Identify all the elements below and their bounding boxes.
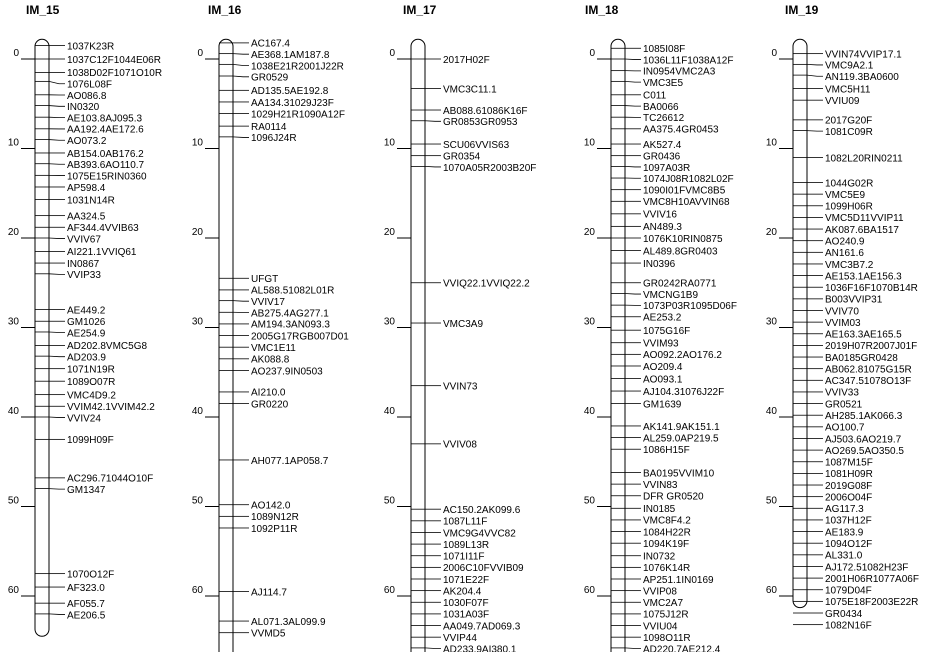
scale-tick-label: 0 xyxy=(13,48,19,59)
scale-tick-label: 30 xyxy=(765,316,777,328)
marker-label: AA134.31029J23F xyxy=(251,97,334,109)
scale-tick-label: 40 xyxy=(383,406,395,417)
marker-label: 1031A03F xyxy=(443,609,490,621)
marker-connector xyxy=(49,489,65,490)
marker-label: 1089N12R xyxy=(251,512,299,524)
marker-label: AJ114.7 xyxy=(251,587,287,599)
marker-connector xyxy=(49,238,65,239)
marker-connector xyxy=(233,76,249,77)
marker-label: 1075J12R xyxy=(643,609,689,621)
marker-label: 2006O04F xyxy=(825,492,873,504)
marker-label: AI221.1VVIQ61 xyxy=(67,247,137,259)
marker-label: GR0434 xyxy=(825,608,863,620)
scale-tick-label: 30 xyxy=(7,316,19,328)
marker-label: AE253.2 xyxy=(643,312,682,324)
marker-label: C011 xyxy=(643,90,667,102)
marker-label: GR0853GR0953 xyxy=(443,117,518,129)
marker-label: 1037H12F xyxy=(825,515,872,527)
chromosome-bar xyxy=(219,39,233,652)
scale-tick-label: 20 xyxy=(191,227,203,238)
marker-label: VVIV16 xyxy=(643,209,677,221)
marker-connector xyxy=(625,59,641,60)
marker-label: AA375.4GR0453 xyxy=(643,124,719,136)
marker-label: VMC3B7.2 xyxy=(825,259,874,271)
linkage-group-title: IM_16 xyxy=(208,3,242,17)
marker-label: VVIP44 xyxy=(443,632,477,644)
marker-label: 1081C09R xyxy=(825,126,873,138)
marker-label: RA0114 xyxy=(251,121,287,133)
marker-label: VVIQ22.1VVIQ22.2 xyxy=(443,278,530,290)
marker-connector xyxy=(49,140,65,141)
marker-label: AJ104.31076J22F xyxy=(643,386,725,398)
marker-label: 1075G16F xyxy=(643,325,691,337)
scale-tick-label: 0 xyxy=(197,48,203,59)
marker-label: AI210.0 xyxy=(251,387,286,399)
marker-connector xyxy=(625,293,641,294)
marker-connector xyxy=(233,64,249,65)
marker-label: AC347.51078O13F xyxy=(825,376,912,388)
marker-label: VMC9A2.1 xyxy=(825,60,874,72)
scale-tick-label: 60 xyxy=(383,585,395,596)
marker-label: 1087M15F xyxy=(825,457,873,469)
marker-label: AD202.8VMC5G8 xyxy=(67,341,148,353)
marker-label: IN0396 xyxy=(643,258,676,270)
marker-label: 1074J08R1082L02F xyxy=(643,174,734,186)
scale-tick-label: 40 xyxy=(191,406,203,417)
marker-label: AH285.1AK066.3 xyxy=(825,411,903,423)
marker-label: GR0354 xyxy=(443,151,481,163)
marker-label: 1044G02R xyxy=(825,178,874,190)
marker-connector xyxy=(49,164,65,165)
marker-label: AJ503.6AO219.7 xyxy=(825,434,902,446)
marker-label: AC167.4 xyxy=(251,38,290,50)
marker-label: AK088.8 xyxy=(251,354,290,366)
marker-label: GM1347 xyxy=(67,484,106,496)
marker-label: 1037K23R xyxy=(67,41,115,53)
chromosome-bar xyxy=(611,39,625,652)
marker-label: AE368.1AM187.8 xyxy=(251,49,330,61)
scale-tick-label: 10 xyxy=(383,137,395,149)
marker-label: VVIV33 xyxy=(825,387,859,399)
marker-label: 1029H21R1090A12F xyxy=(251,109,345,121)
marker-label: GR0436 xyxy=(643,151,681,163)
scale-tick-label: 40 xyxy=(7,406,19,417)
scale-tick-label: 20 xyxy=(765,227,777,238)
marker-label: VVIN83 xyxy=(643,479,678,491)
scale-tick-label: 0 xyxy=(589,48,595,59)
marker-label: GR0242RA0771 xyxy=(643,278,717,290)
marker-label: 1071N19R xyxy=(67,364,115,376)
marker-label: VVIU04 xyxy=(643,621,678,633)
marker-label: VMC5H11 xyxy=(825,84,871,96)
marker-label: AB062.81075G15R xyxy=(825,364,912,376)
marker-connector xyxy=(49,417,65,418)
marker-label: 1075E15RIN0360 xyxy=(67,171,147,183)
marker-label: 1038D02F1071O10R xyxy=(67,68,163,80)
marker-label: 2019H07R2007J01F xyxy=(825,341,918,353)
marker-label: AF323.0 xyxy=(67,582,105,594)
marker-label: 1097A03R xyxy=(643,162,691,174)
marker-label: AB154.0AB176.2 xyxy=(67,148,144,160)
marker-label: VMC3C11.1 xyxy=(443,84,497,96)
marker-connector xyxy=(807,64,823,65)
marker-label: 1087L11F xyxy=(443,516,488,528)
marker-label: AE449.2 xyxy=(67,305,106,317)
marker-label: 1099H06R xyxy=(825,201,873,213)
marker-label: 1031N14R xyxy=(67,195,115,207)
marker-label: VVIP08 xyxy=(643,586,677,598)
marker-label: 1075E18F2003E22R xyxy=(825,597,919,609)
marker-connector xyxy=(49,614,65,615)
scale-tick-label: 50 xyxy=(583,495,595,507)
marker-label: AE153.1AE156.3 xyxy=(825,271,902,283)
marker-label: 1089L13R xyxy=(443,539,490,551)
marker-label: AK087.6BA1517 xyxy=(825,224,899,236)
scale-tick-label: 10 xyxy=(7,137,19,149)
marker-label: AA192.4AE172.6 xyxy=(67,124,144,136)
marker-label: 1030F07F xyxy=(443,598,489,610)
marker-label: AJ172.51082H23F xyxy=(825,562,909,574)
marker-label: AA324.5 xyxy=(67,211,106,223)
marker-label: BA0185GR0428 xyxy=(825,352,898,364)
marker-label: AO142.0 xyxy=(251,500,291,512)
marker-label: 1096J24R xyxy=(251,133,297,145)
scale-tick-label: 40 xyxy=(583,406,595,417)
marker-label: AK141.9AK151.1 xyxy=(643,421,720,433)
marker-label: 1092P11R xyxy=(251,523,298,535)
marker-connector xyxy=(233,301,249,302)
marker-label: VVIV08 xyxy=(443,439,477,451)
marker-connector xyxy=(807,75,823,76)
marker-connector xyxy=(625,648,641,649)
marker-label: 1085I08F xyxy=(643,44,686,56)
marker-label: 1086H15F xyxy=(643,445,690,457)
marker-label: AD233.9AI380.1 xyxy=(443,644,517,652)
marker-label: AD135.5AE192.8 xyxy=(251,86,329,98)
marker-label: VVIV70 xyxy=(825,306,859,318)
marker-label: AM194.3AN093.3 xyxy=(251,319,330,331)
marker-label: VVIN74VVIP17.1 xyxy=(825,49,902,61)
marker-label: AL071.3AL099.9 xyxy=(251,616,326,628)
scale-tick-label: 30 xyxy=(191,316,203,328)
marker-label: VVIU09 xyxy=(825,95,860,107)
marker-label: SCU06VVIS63 xyxy=(443,139,510,151)
marker-label: GR0220 xyxy=(251,399,289,411)
marker-label: IN0867 xyxy=(67,258,100,270)
marker-connector xyxy=(425,166,441,167)
marker-label: AB393.6AO110.7 xyxy=(67,160,145,172)
marker-label: AO209.4 xyxy=(643,361,683,373)
scale-tick-label: 20 xyxy=(7,227,19,238)
marker-label: 1082N16F xyxy=(825,620,872,632)
marker-label: 2001H06R1077A06F xyxy=(825,573,919,585)
marker-label: VMC5E9 xyxy=(825,189,866,201)
marker-label: AE163.3AE165.5 xyxy=(825,329,902,341)
scale-tick-label: 30 xyxy=(583,316,595,328)
marker-label: 1082L20RIN0211 xyxy=(825,153,903,165)
chromosome-bar xyxy=(411,39,425,652)
marker-label: B003VVIP31 xyxy=(825,294,883,306)
scale-tick-label: 20 xyxy=(383,227,395,238)
marker-label: 1038E21R2001J22R xyxy=(251,61,344,73)
marker-label: GR0521 xyxy=(825,399,863,411)
marker-label: AK204.4 xyxy=(443,586,482,598)
marker-label: AG117.3 xyxy=(825,504,864,516)
marker-label: AL489.8GR0403 xyxy=(643,246,718,258)
marker-label: VMC3E5 xyxy=(643,77,684,89)
marker-label: AO086.8 xyxy=(67,90,107,102)
marker-label: 1076K10RIN0875 xyxy=(643,233,723,245)
scale-tick-label: 50 xyxy=(191,495,203,507)
linkage-group-title: IM_18 xyxy=(585,3,619,17)
linkage-group-title: IM_19 xyxy=(785,3,819,17)
marker-label: VMC5D11VVIP11 xyxy=(825,213,904,225)
marker-label: AE254.9 xyxy=(67,328,106,340)
marker-connector xyxy=(49,274,65,275)
scale-tick-label: 50 xyxy=(765,495,777,507)
marker-label: AP598.4 xyxy=(67,182,106,194)
marker-label: IN0320 xyxy=(67,102,100,114)
marker-label: 2006C10FVVIB09 xyxy=(443,563,524,575)
marker-label: VMC8H10AVVIN68 xyxy=(643,197,730,209)
marker-label: AC150.2AK099.6 xyxy=(443,504,521,516)
marker-label: AO092.2AO176.2 xyxy=(643,350,722,362)
marker-label: AL331.0 xyxy=(825,550,863,562)
marker-connector xyxy=(625,81,641,82)
scale-tick-label: 60 xyxy=(191,585,203,596)
marker-label: AD220.7AE212.4 xyxy=(643,644,721,652)
marker-label: AO093.1 xyxy=(643,374,683,386)
scale-tick-label: 50 xyxy=(383,495,395,507)
marker-label: 1076L08F xyxy=(67,79,113,91)
marker-label: UFGT xyxy=(251,274,279,286)
marker-label: AN161.6 xyxy=(825,248,864,260)
marker-label: VVIV24 xyxy=(67,413,101,425)
scale-tick-label: 10 xyxy=(191,137,203,149)
marker-label: AF344.4VVIB63 xyxy=(67,223,139,235)
chromosome-bar xyxy=(793,39,807,607)
marker-label: AE206.5 xyxy=(67,610,106,622)
scale-tick-label: 0 xyxy=(389,48,395,59)
scale-tick-label: 10 xyxy=(765,137,777,149)
marker-connector xyxy=(807,131,823,132)
marker-label: AF055.7 xyxy=(67,598,105,610)
marker-label: 1094O12F xyxy=(825,538,873,550)
marker-connector xyxy=(625,106,641,107)
marker-label: VMCNG1B9 xyxy=(643,289,699,301)
marker-label: 1084H22R xyxy=(643,527,691,539)
marker-label: 1071I11F xyxy=(443,551,485,563)
marker-label: AB275.4AG277.1 xyxy=(251,308,329,320)
marker-label: AO073.2 xyxy=(67,136,107,148)
scale-tick-label: 30 xyxy=(383,316,395,328)
marker-connector xyxy=(49,332,65,333)
marker-connector xyxy=(233,54,249,55)
scale-tick-label: 50 xyxy=(7,495,19,507)
marker-label: 1071E22F xyxy=(443,574,490,586)
linkage-group-title: IM_17 xyxy=(403,3,437,17)
marker-label: AN119.3BA0600 xyxy=(825,72,899,84)
marker-label: 1036F16F1070B14R xyxy=(825,283,918,295)
marker-label: 1094K19F xyxy=(643,538,690,550)
marker-connector xyxy=(49,106,65,107)
marker-label: VVMD5 xyxy=(251,628,286,640)
marker-connector xyxy=(49,81,65,83)
marker-label: AL588.51082L01R xyxy=(251,285,335,297)
marker-label: TC26612 xyxy=(643,113,685,125)
marker-label: AE103.8AJ095.3 xyxy=(67,113,143,125)
marker-label: AH077.1AP058.7 xyxy=(251,455,329,467)
marker-label: GM1639 xyxy=(643,399,682,411)
marker-label: 1081H09R xyxy=(825,469,873,481)
marker-label: AC296.71044O10F xyxy=(67,473,154,485)
marker-label: 1073P03R1095D06F xyxy=(643,301,737,313)
marker-label: VMC4D9.2 xyxy=(67,390,116,402)
marker-connector xyxy=(425,648,441,649)
marker-label: 1070A05R2003B20F xyxy=(443,162,537,174)
marker-label: AO240.9 xyxy=(825,236,865,248)
marker-label: IN0954VMC2A3 xyxy=(643,66,716,78)
marker-label: AO269.5AO350.5 xyxy=(825,445,904,457)
marker-label: AA049.7AD069.3 xyxy=(443,621,521,633)
marker-label: 1079D04F xyxy=(825,585,872,597)
marker-label: BA0195VVIM10 xyxy=(643,468,715,480)
marker-label: IN0732 xyxy=(643,551,676,563)
marker-label: AK527.4 xyxy=(643,139,682,151)
scale-tick-label: 60 xyxy=(7,585,19,596)
marker-connector xyxy=(233,137,249,138)
marker-label: 1036L11F1038A12F xyxy=(643,55,734,67)
marker-label: AP251.1IN0169 xyxy=(643,574,714,586)
marker-label: 1089O07R xyxy=(67,377,116,388)
marker-label: GM1026 xyxy=(67,317,106,329)
marker-label: AB088.61086K16F xyxy=(443,105,528,117)
marker-label: AD203.9 xyxy=(67,352,106,364)
marker-label: VMC8F4.2 xyxy=(643,515,691,527)
marker-label: 1037C12F1044E06R xyxy=(67,54,161,66)
marker-label: VVIV67 xyxy=(67,234,101,246)
marker-connector xyxy=(625,166,641,167)
marker-label: 1098O11R xyxy=(643,632,691,644)
marker-label: 2019G08F xyxy=(825,480,873,492)
marker-label: VVIP33 xyxy=(67,270,101,282)
marker-label: GR0529 xyxy=(251,72,289,84)
marker-label: VMC3A9 xyxy=(443,318,484,330)
linkage-group-title: IM_15 xyxy=(26,3,60,17)
marker-label: AO237.9IN0503 xyxy=(251,366,323,378)
marker-label: VVIM93 xyxy=(643,338,679,350)
marker-label: 1070O12F xyxy=(67,569,115,581)
marker-label: 1090I01FVMC8B5 xyxy=(643,185,726,197)
marker-label: 2017G20F xyxy=(825,115,873,127)
marker-label: BA0066 xyxy=(643,101,679,113)
scale-tick-label: 60 xyxy=(765,585,777,596)
marker-label: 2005G17RGB007D01 xyxy=(251,331,349,343)
marker-label: 1099H09F xyxy=(67,435,114,447)
scale-tick-label: 20 xyxy=(583,227,595,238)
marker-connector xyxy=(49,356,65,357)
marker-label: AN489.3 xyxy=(643,222,682,234)
marker-label: VVIN73 xyxy=(443,381,478,393)
scale-tick-label: 10 xyxy=(583,137,595,149)
marker-label: 1076K14R xyxy=(643,563,691,575)
scale-tick-label: 0 xyxy=(771,48,777,59)
marker-label: AE183.9 xyxy=(825,527,864,539)
marker-label: VVIM42.1VVIM42.2 xyxy=(67,402,155,414)
scale-tick-label: 40 xyxy=(765,406,777,417)
marker-label: VVIM03 xyxy=(825,317,861,329)
marker-label: VVIV17 xyxy=(251,297,285,309)
marker-label: VMC9G4VVC82 xyxy=(443,528,516,540)
marker-label: VMC2A7 xyxy=(643,598,684,610)
marker-connector xyxy=(425,121,441,122)
marker-label: VMC1E11 xyxy=(251,342,296,354)
marker-label: IN0185 xyxy=(643,504,676,516)
marker-label: AL259.0AP219.5 xyxy=(643,433,719,445)
marker-label: DFR GR0520 xyxy=(643,491,704,503)
marker-label: AO100.7 xyxy=(825,422,865,434)
marker-label: 2017H02F xyxy=(443,54,490,66)
scale-tick-label: 60 xyxy=(583,585,595,596)
